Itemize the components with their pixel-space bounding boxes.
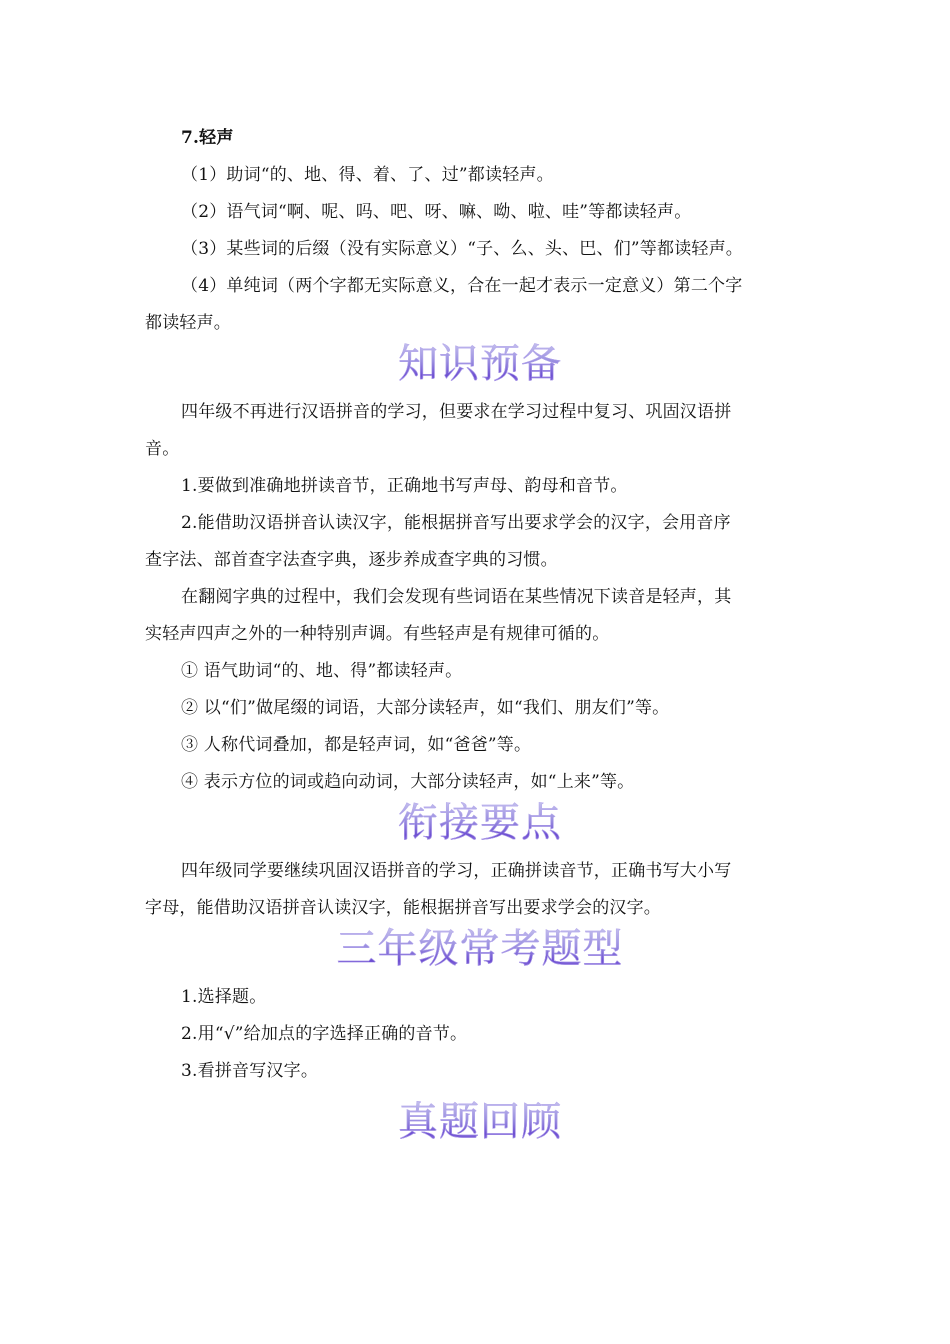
paragraph: （1）助词“的、地、得、着、了、过”都读轻声。: [181, 165, 554, 185]
paragraph: （2）语气词“啊、呢、吗、吧、呀、嘛、呦、啦、哇”等都读轻声。: [181, 202, 692, 222]
paragraph-continuation: 音。: [145, 439, 180, 459]
paragraph-continuation: 都读轻声。: [145, 313, 231, 333]
list-item: ② 以“们”做尾缀的词语，大部分读轻声，如“我们、朋友们”等。: [181, 698, 670, 718]
list-item: 1.要做到准确地拼读音节，正确地书写声母、韵母和音节。: [181, 476, 628, 496]
paragraph: （3）某些词的后缀（没有实际意义）“子、么、头、巴、们”等都读轻声。: [181, 239, 743, 259]
paragraph: 四年级同学要继续巩固汉语拼音的学习，正确拼读音节，正确书写大小写: [181, 861, 732, 881]
paragraph-continuation: 字母，能借助汉语拼音认读汉字，能根据拼音写出要求学会的汉字。: [145, 898, 661, 918]
paragraph: 四年级不再进行汉语拼音的学习，但要求在学习过程中复习、巩固汉语拼: [181, 402, 732, 422]
list-item: 2.用“√”给加点的字选择正确的音节。: [181, 1024, 468, 1044]
section-title-review: 真题回顾: [145, 1092, 815, 1152]
list-item: 1.选择题。: [181, 987, 267, 1007]
list-item: 2.能借助汉语拼音认读汉字，能根据拼音写出要求学会的汉字，会用音序: [181, 513, 731, 533]
paragraph-continuation: 查字法、部首查字法查字典，逐步养成查字典的习惯。: [145, 550, 558, 570]
list-item: ③ 人称代词叠加，都是轻声词，如“爸爸”等。: [181, 735, 532, 755]
paragraph-continuation: 实轻声四声之外的一种特别声调。有些轻声是有规律可循的。: [145, 624, 610, 644]
list-item: 3.看拼音写汉字。: [181, 1061, 319, 1081]
list-item: ④ 表示方位的词或趋向动词，大部分读轻声，如“上来”等。: [181, 772, 635, 792]
document-content: [145, 120, 815, 1152]
section-title-connection: 衔接要点: [145, 793, 815, 853]
section-title-exam: 三年级常考题型: [145, 919, 815, 979]
section-heading: 7.轻声: [181, 128, 234, 148]
list-item: ① 语气助词“的、地、得”都读轻声。: [181, 661, 463, 681]
paragraph: 在翻阅字典的过程中，我们会发现有些词语在某些情况下读音是轻声，其: [181, 587, 732, 607]
paragraph: （4）单纯词（两个字都无实际意义，合在一起才表示一定意义）第二个字: [181, 276, 743, 296]
section-title-knowledge: 知识预备: [145, 334, 815, 394]
